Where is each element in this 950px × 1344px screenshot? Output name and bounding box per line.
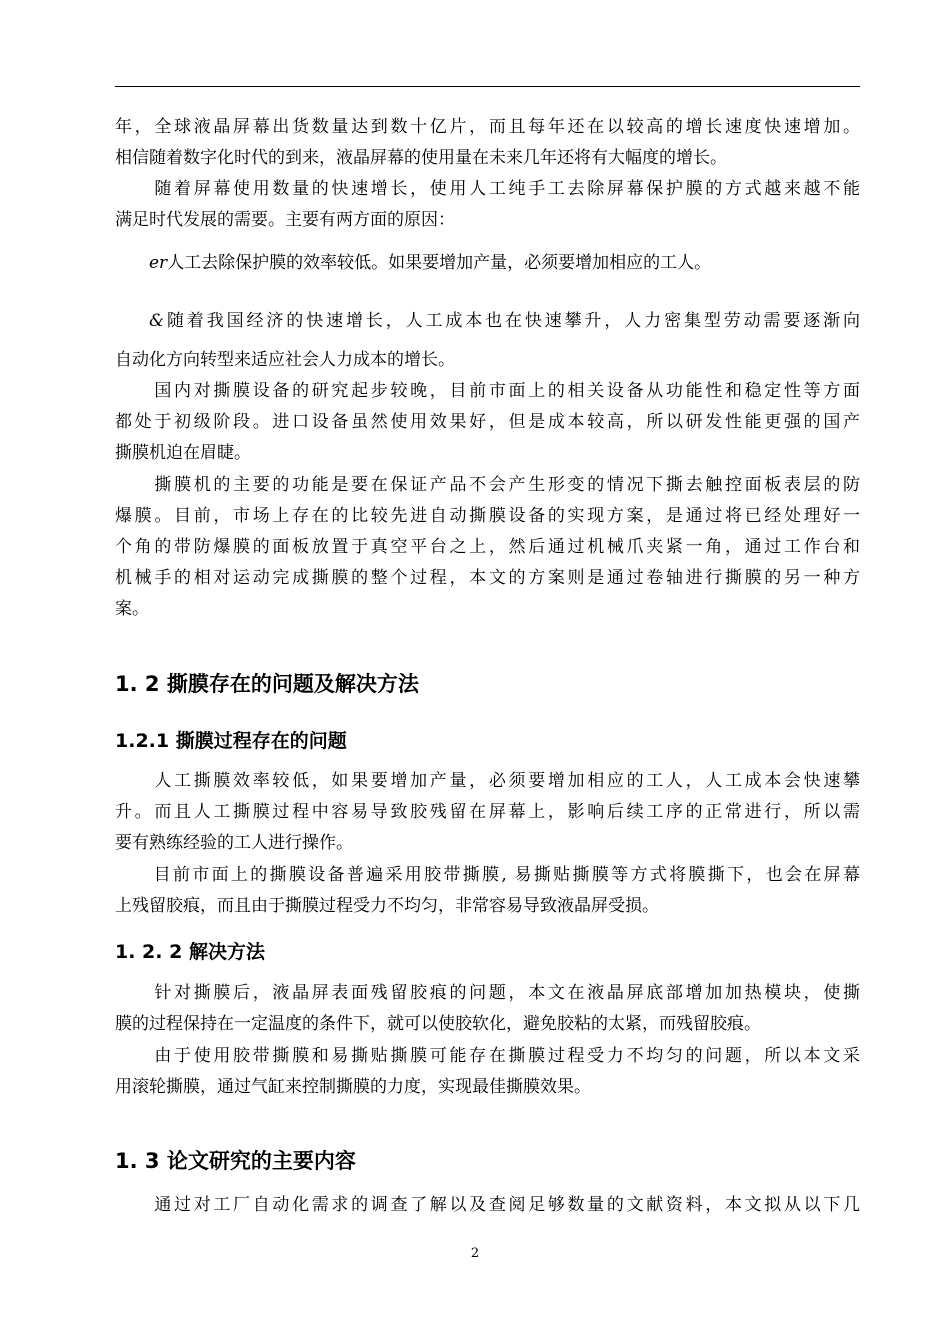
paragraph-line: 上残留胶痕，而且由于撕膜过程受力不均匀，非常容易导致液晶屏受损。 bbox=[115, 896, 659, 916]
paragraph-line: 膜的过程保持在一定温度的条件下，就可以使胶软化，避免胶粘的太紧，而残留胶痕。 bbox=[115, 1014, 761, 1034]
paragraph-line: 撕膜机迫在眉睫。 bbox=[115, 443, 251, 463]
paragraph-line: 目前市面上的撕膜设备普遍采用胶带撕膜, 易撕贴撕膜等方式将膜撕下，也会在屏幕 bbox=[115, 865, 860, 885]
bullet-mark-icon: er bbox=[149, 253, 168, 273]
paragraph-line: 要有熟练经验的工人进行操作。 bbox=[115, 833, 353, 853]
paragraph-line: 升。而且人工撕膜过程中容易导致胶残留在屏幕上，影响后续工序的正常进行，所以需 bbox=[115, 802, 860, 822]
section-heading-1-3: 1. 3 论文研究的主要内容 bbox=[115, 1149, 356, 1173]
bullet-text: 人工去除保护膜的效率较低。如果要增加产量，必须要增加相应的工人。 bbox=[167, 253, 712, 273]
paragraph-line: 人工撕膜效率较低，如果要增加产量，必须要增加相应的工人，人工成本会快速攀 bbox=[115, 771, 860, 791]
paragraph-line: 针对撕膜后，液晶屏表面残留胶痕的问题，本文在液晶屏底部增加加热模块，使撕 bbox=[115, 983, 860, 1003]
paragraph-line: 爆膜。目前，市场上存在的比较先进自动撕膜设备的实现方案，是通过将已经处理好一 bbox=[115, 506, 860, 526]
paragraph-line: 都处于初级阶段。进口设备虽然使用效果好，但是成本较高，所以研发性能更强的国产 bbox=[115, 412, 860, 432]
bullet-text: 随着我国经济的快速增长，人工成本也在快速攀升，人力密集型劳动需要逐渐向 bbox=[164, 311, 860, 331]
paragraph-line: 相信随着数字化时代的到来，液晶屏幕的使用量在未来几年还将有大幅度的增长。 bbox=[115, 148, 727, 168]
paragraph-line: 个角的带防爆膜的面板放置于真空平台之上，然后通过机械爪夹紧一角，通过工作台和 bbox=[115, 537, 860, 557]
page-number: 2 bbox=[470, 1246, 480, 1261]
paragraph-line: 自动化方向转型来适应社会人力成本的增长。 bbox=[115, 350, 455, 370]
header-rule bbox=[115, 86, 860, 87]
bullet-mark-icon: & bbox=[149, 311, 165, 331]
subsection-heading-1-2-1: 1.2.1 撕膜过程存在的问题 bbox=[115, 730, 347, 752]
paragraph-line: 满足时代发展的需要。主要有两方面的原因： bbox=[115, 210, 455, 230]
bullet-item-1 bbox=[115, 248, 860, 279]
paragraph-line: 国内对撕膜设备的研究起步较晚，目前市面上的相关设备从功能性和稳定性等方面 bbox=[115, 381, 860, 401]
paragraph-line: 随着屏幕使用数量的快速增长，使用人工纯手工去除屏幕保护膜的方式越来越不能 bbox=[115, 179, 860, 199]
paragraph-line: 由于使用胶带撕膜和易撕贴撕膜可能存在撕膜过程受力不均匀的问题，所以本文采 bbox=[115, 1046, 860, 1066]
paragraph-line: 撕膜机的主要的功能是要在保证产品不会产生形变的情况下撕去触控面板表层的防 bbox=[115, 475, 860, 495]
paragraph-line: 案。 bbox=[115, 599, 149, 619]
bullet-item-2 bbox=[115, 306, 860, 337]
paragraph-line: 年，全球液晶屏幕出货数量达到数十亿片，而且每年还在以较高的增长速度快速增加。 bbox=[115, 117, 860, 137]
section-heading-1-2: 1. 2 撕膜存在的问题及解决方法 bbox=[115, 672, 419, 696]
paragraph-line: 机械手的相对运动完成撕膜的整个过程，本文的方案则是通过卷轴进行撕膜的另一种方 bbox=[115, 568, 860, 588]
paragraph-line: 用滚轮撕膜，通过气缸来控制撕膜的力度，实现最佳撕膜效果。 bbox=[115, 1077, 591, 1097]
paragraph-line: 通过对工厂自动化需求的调查了解以及查阅足够数量的文献资料，本文拟从以下几 bbox=[115, 1195, 860, 1215]
subsection-heading-1-2-2: 1. 2. 2 解决方法 bbox=[115, 941, 265, 963]
